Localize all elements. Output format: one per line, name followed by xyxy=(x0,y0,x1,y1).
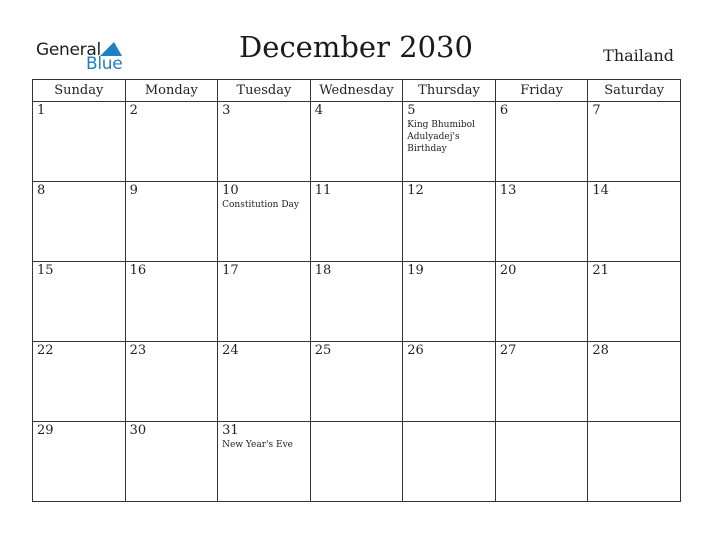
day-number: 26 xyxy=(407,343,424,358)
calendar-day-cell xyxy=(33,262,126,342)
logo-general-text: General xyxy=(36,40,101,60)
day-number: 23 xyxy=(129,343,147,358)
calendar-day-cell xyxy=(33,422,126,502)
day-number: 28 xyxy=(592,343,609,358)
calendar-week-row xyxy=(33,422,681,502)
holiday-label: New Year's Eve xyxy=(222,440,293,450)
calendar-day-cell xyxy=(218,102,311,182)
day-number: 24 xyxy=(222,343,239,358)
calendar-day-cell xyxy=(125,422,218,502)
weekday-header: Tuesday xyxy=(218,80,311,102)
calendar-day-cell xyxy=(310,182,403,262)
calendar-day-cell xyxy=(218,182,311,262)
calendar-day-cell xyxy=(310,262,403,342)
day-number: 31 xyxy=(222,423,239,438)
weekday-header: Monday xyxy=(125,80,218,102)
day-number: 1 xyxy=(37,103,46,118)
day-number: 9 xyxy=(129,183,138,198)
weekday-header: Thursday xyxy=(403,80,496,102)
calendar-week-row xyxy=(33,182,681,262)
day-number: 14 xyxy=(592,183,609,198)
calendar-day-cell xyxy=(33,182,126,262)
day-number: 21 xyxy=(592,263,609,278)
calendar-day-cell xyxy=(495,102,588,182)
country-label: Thailand xyxy=(603,46,674,65)
calendar-day-cell xyxy=(495,262,588,342)
calendar-day-cell xyxy=(218,422,311,502)
weekday-header: Friday xyxy=(495,80,588,102)
calendar-week-row xyxy=(33,102,681,182)
day-number: 13 xyxy=(499,183,517,198)
day-number: 16 xyxy=(129,263,147,278)
calendar-day-cell xyxy=(495,422,588,502)
day-number: 29 xyxy=(37,423,54,438)
day-number: 6 xyxy=(499,103,509,118)
day-number: 17 xyxy=(222,263,239,278)
calendar-day-cell xyxy=(125,262,218,342)
day-number: 2 xyxy=(129,103,138,118)
day-number: 15 xyxy=(37,263,54,278)
calendar-day-cell xyxy=(310,102,403,182)
calendar-day-cell xyxy=(588,102,681,182)
day-number: 18 xyxy=(314,263,332,278)
day-number: 5 xyxy=(407,103,416,118)
day-number: 20 xyxy=(499,263,517,278)
calendar-day-cell xyxy=(495,182,588,262)
calendar-day-cell xyxy=(403,262,496,342)
calendar-day-cell xyxy=(125,102,218,182)
calendar-day-cell xyxy=(403,422,496,502)
weekday-header: Wednesday xyxy=(310,80,403,102)
day-number: 10 xyxy=(222,183,239,198)
day-number: 3 xyxy=(222,103,231,118)
calendar-day-cell xyxy=(588,182,681,262)
day-number: 25 xyxy=(314,343,332,358)
calendar-day-cell xyxy=(218,262,311,342)
holiday-label: King Bhumibol Adulyadej's Birthday xyxy=(407,120,475,154)
calendar-day-cell xyxy=(33,342,126,422)
weekday-header-row xyxy=(33,80,681,102)
day-number: 30 xyxy=(129,423,147,438)
calendar-day-cell xyxy=(125,342,218,422)
calendar-day-cell xyxy=(218,342,311,422)
calendar-day-cell xyxy=(403,182,496,262)
day-number: 19 xyxy=(407,263,424,278)
day-number: 27 xyxy=(499,343,517,358)
logo-blue-text: Blue xyxy=(86,54,123,74)
calendar-day-cell xyxy=(403,342,496,422)
day-number: 11 xyxy=(314,183,332,198)
calendar-week-row xyxy=(33,342,681,422)
calendar-day-cell xyxy=(403,102,496,182)
day-number: 4 xyxy=(314,103,323,118)
day-number: 8 xyxy=(37,183,46,198)
calendar-day-cell xyxy=(588,342,681,422)
calendar-day-cell xyxy=(588,422,681,502)
day-number: 7 xyxy=(592,103,601,118)
weekday-header: Sunday xyxy=(33,80,126,102)
calendar-day-cell xyxy=(33,102,126,182)
calendar-day-cell xyxy=(588,262,681,342)
calendar-grid xyxy=(32,79,681,502)
day-number: 12 xyxy=(407,183,424,198)
calendar-day-cell xyxy=(495,342,588,422)
calendar-week-row xyxy=(33,262,681,342)
calendar-day-cell xyxy=(310,342,403,422)
holiday-label: Constitution Day xyxy=(222,200,299,210)
page-title: December 2030 xyxy=(239,30,473,64)
calendar-day-cell xyxy=(310,422,403,502)
day-number: 22 xyxy=(37,343,54,358)
calendar-day-cell xyxy=(125,182,218,262)
weekday-header: Saturday xyxy=(588,80,681,102)
